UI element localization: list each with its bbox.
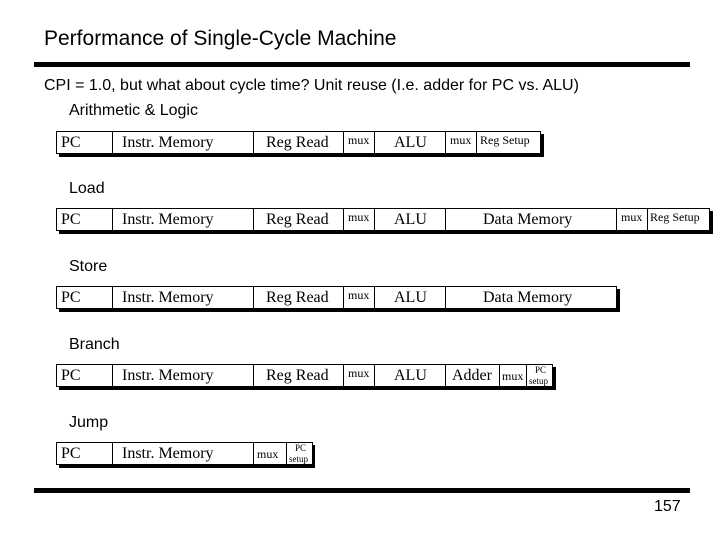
slide-title: Performance of Single-Cycle Machine	[44, 27, 397, 50]
intro-text: CPI = 1.0, but what about cycle time? Unit reuse (I.e. adder for PC vs. ALU)	[44, 77, 579, 94]
store-mux-label: mux	[348, 288, 370, 302]
store-instr-memory-label: Instr. Memory	[122, 289, 214, 306]
load-pc-label: PC	[61, 211, 81, 228]
load-data-memory-block	[445, 208, 617, 231]
store-pc-block	[56, 286, 113, 309]
jump-pc-mux-label: mux	[257, 447, 279, 461]
branch-mux-label: mux	[348, 366, 370, 380]
store-alu-label: ALU	[394, 289, 427, 306]
branch-instr-memory-block	[112, 364, 254, 387]
load-instr-memory-label: Instr. Memory	[122, 211, 214, 228]
load-data-memory-label: Data Memory	[483, 211, 573, 228]
jump-pc-setup-top-label: PC	[295, 443, 307, 453]
load-pc-block	[56, 208, 113, 231]
branch-pc-label: PC	[61, 367, 81, 384]
branch-alu-block	[374, 364, 446, 387]
store-heading: Store	[69, 258, 108, 275]
arith-reg-read-block	[253, 131, 344, 154]
load-writeback-mux-label: mux	[621, 210, 643, 224]
arith-alu-block	[374, 131, 446, 154]
jump-pc-block	[56, 442, 113, 465]
jump-pc-setup-block	[286, 442, 313, 465]
arith-heading: Arithmetic & Logic	[69, 102, 198, 119]
branch-alu-label: ALU	[394, 367, 427, 384]
branch-pc-mux-block	[499, 364, 527, 387]
jump-instr-memory-label: Instr. Memory	[122, 445, 214, 462]
arith-instr-memory-label: Instr. Memory	[122, 134, 214, 151]
arith-reg-setup-label: Reg Setup	[480, 133, 530, 147]
store-timing-row	[0, 286, 720, 310]
store-reg-read-label: Reg Read	[266, 289, 329, 306]
footer-divider	[34, 488, 690, 493]
load-heading: Load	[69, 180, 105, 197]
load-reg-setup-block	[647, 208, 710, 231]
store-data-memory-block	[445, 286, 617, 309]
branch-pc-block	[56, 364, 113, 387]
branch-pc-setup-block	[526, 364, 553, 387]
title-divider	[34, 62, 690, 67]
load-reg-setup-label: Reg Setup	[650, 210, 700, 224]
jump-timing-row	[0, 442, 720, 466]
arith-mux-block	[343, 131, 375, 154]
arith-reg-read-label: Reg Read	[266, 134, 329, 151]
load-reg-read-block	[253, 208, 344, 231]
branch-pc-setup-bottom-label: setup	[529, 376, 548, 386]
store-data-memory-label: Data Memory	[483, 289, 573, 306]
branch-pc-setup-top-label: PC	[535, 365, 547, 375]
branch-timing-row	[0, 364, 720, 388]
load-alu-label: ALU	[394, 211, 427, 228]
arith-timing-row	[0, 131, 720, 155]
load-alu-block	[374, 208, 446, 231]
branch-reg-read-label: Reg Read	[266, 367, 329, 384]
store-reg-read-block	[253, 286, 344, 309]
jump-pc-label: PC	[61, 445, 81, 462]
branch-adder-label: Adder	[452, 367, 492, 384]
arith-writeback-mux-label: mux	[450, 133, 472, 147]
arith-instr-memory-block	[112, 131, 254, 154]
store-instr-memory-block	[112, 286, 254, 309]
store-mux-block	[343, 286, 375, 309]
arith-mux-label: mux	[348, 133, 370, 147]
arith-writeback-mux-block	[445, 131, 477, 154]
branch-adder-block	[445, 364, 500, 387]
load-writeback-mux-block	[616, 208, 648, 231]
jump-heading: Jump	[69, 414, 109, 431]
store-alu-block	[374, 286, 446, 309]
arith-alu-label: ALU	[394, 134, 427, 151]
load-instr-memory-block	[112, 208, 254, 231]
load-timing-row	[0, 208, 720, 232]
page-number: 157	[654, 498, 681, 515]
store-pc-label: PC	[61, 289, 81, 306]
branch-heading: Branch	[69, 336, 120, 353]
load-mux-label: mux	[348, 210, 370, 224]
arith-pc-label: PC	[61, 134, 81, 151]
jump-pc-setup-bottom-label: setup	[289, 454, 308, 464]
branch-instr-memory-label: Instr. Memory	[122, 367, 214, 384]
arith-reg-setup-block	[476, 131, 541, 154]
jump-pc-mux-block	[253, 442, 287, 465]
load-reg-read-label: Reg Read	[266, 211, 329, 228]
arith-pc-block	[56, 131, 113, 154]
branch-pc-mux-label: mux	[502, 369, 524, 383]
jump-instr-memory-block	[112, 442, 254, 465]
load-mux-block	[343, 208, 375, 231]
branch-reg-read-block	[253, 364, 344, 387]
branch-mux-block	[343, 364, 375, 387]
